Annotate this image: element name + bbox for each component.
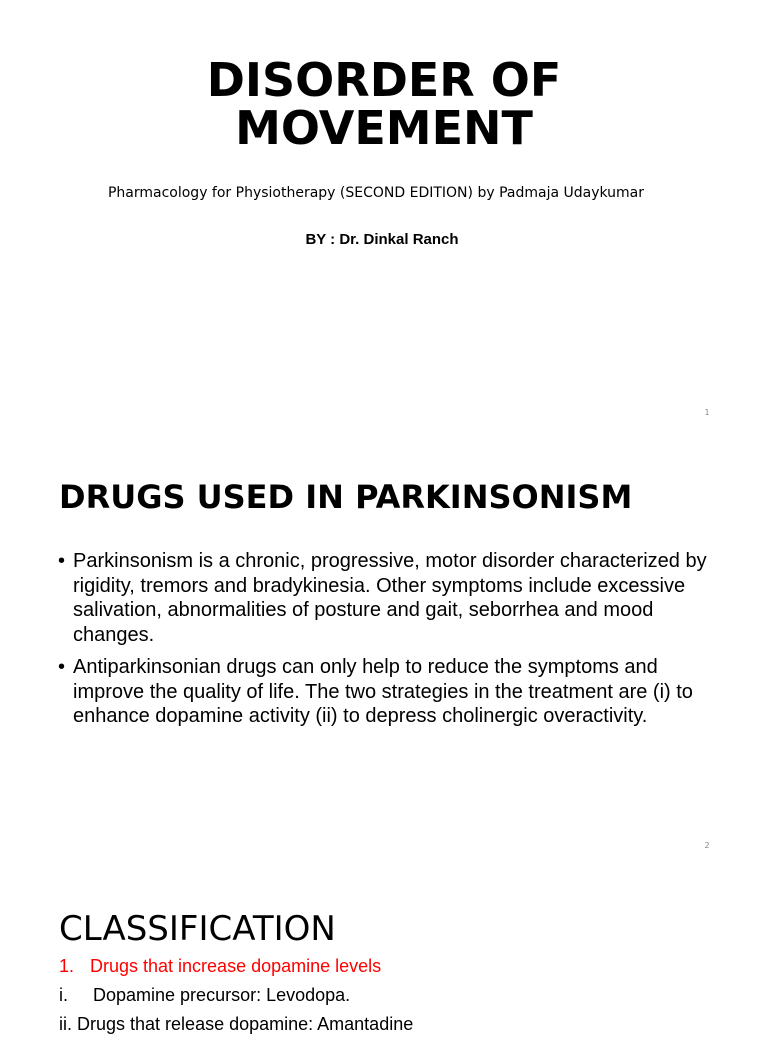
list-marker: 1. <box>59 956 75 976</box>
list-text: Drugs that release dopamine: Amantadine <box>77 1014 414 1034</box>
page-number: 2 <box>704 841 710 850</box>
bullet-marker: • <box>58 550 66 572</box>
presentation-title <box>0 53 768 155</box>
bullet-marker: • <box>58 656 66 678</box>
list-marker: ii. <box>59 1014 72 1034</box>
bullet-list <box>58 549 718 737</box>
bullet-text: Antiparkinsonian drugs can only help to reduce the symptoms and improve the quality of life. The two strategies in the treatment are (i) to enhance dopamine activity (ii) to depress cholinergic overactivity. <box>73 656 693 727</box>
slide-classification <box>0 866 768 1034</box>
list-text: Dopamine precursor: Levodopa. <box>93 985 351 1005</box>
slide-title: CLASSIFICATION <box>59 909 336 949</box>
list-item <box>59 981 739 1010</box>
subtitle: Pharmacology for Physiotherapy (SECOND EDITION) by Padmaja Udaykumar <box>107 185 645 201</box>
list-text: Drugs that increase dopamine levels <box>90 956 382 976</box>
bullet-text: Parkinsonism is a chronic, progressive, motor disorder characterized by rigidity, tremors and bradykinesia. Other symptoms include excessive salivation, abnormalities of posture and gait, seborrhea and mood changes. <box>73 550 707 646</box>
slide-title: DRUGS USED IN PARKINSONISM <box>59 478 633 516</box>
title-line-2: MOVEMENT <box>235 101 533 155</box>
page-number: 1 <box>704 408 710 417</box>
author-line: BY : Dr. Dinkal Ranch <box>305 231 459 248</box>
bullet-item <box>58 655 718 729</box>
bullet-item <box>58 549 718 647</box>
title-line-1: DISORDER OF <box>206 53 562 107</box>
list-marker: i. <box>59 985 68 1005</box>
slide-parkinsonism <box>0 433 768 866</box>
slide-title <box>0 0 768 433</box>
list-item <box>59 1010 739 1039</box>
classification-list <box>59 952 739 1039</box>
list-item <box>59 952 739 981</box>
